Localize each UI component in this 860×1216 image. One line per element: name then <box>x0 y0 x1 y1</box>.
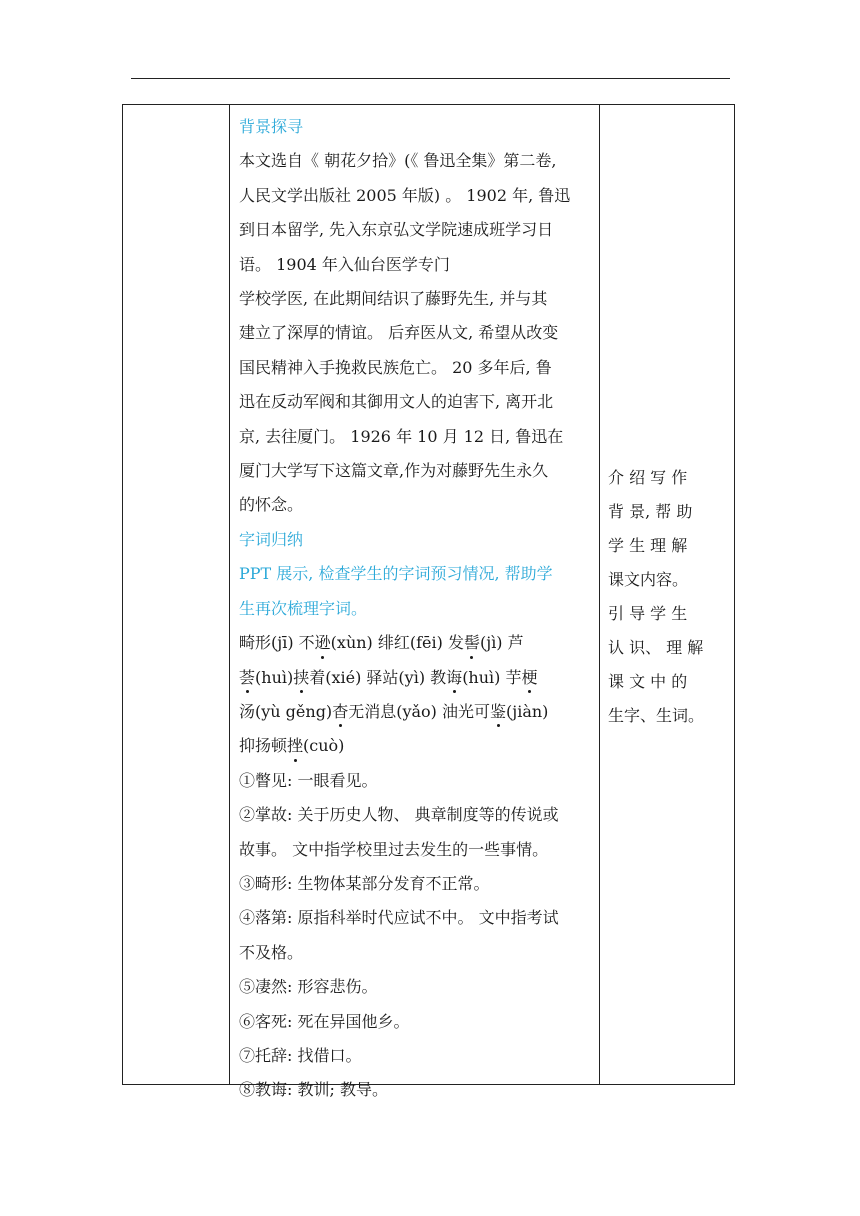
background-line: 的怀念。 <box>239 495 304 515</box>
left-column <box>123 105 230 1084</box>
background-line: 本文选自《 朝花夕拾》(《 鲁迅全集》第二卷, <box>239 151 557 171</box>
pinyin-text: (jì) 芦 <box>479 633 524 653</box>
background-line: 国民精神入手挽救民族危亡。 20 多年后, 鲁 <box>239 357 552 377</box>
note-line: 背 景, 帮 助 <box>608 502 693 521</box>
background-line: 建立了深厚的情谊。 后弃医从文, 希望从改变 <box>239 323 559 343</box>
pinyin-line <box>239 695 593 729</box>
dotted-char: 挟 <box>293 661 309 695</box>
background-line: 语。 1904 年入仙台医学专门 <box>239 254 450 274</box>
note-line: 课 文 中 的 <box>608 672 688 691</box>
dotted-char: 髻 <box>464 626 480 660</box>
pinyin-text: 抑扬顿 <box>239 736 288 756</box>
dotted-char: 荟 <box>239 661 255 695</box>
definition-line: ②掌故: 关于历史人物、 典章制度等的传说或 <box>239 805 559 825</box>
vocab-heading: 字词归纳 <box>239 529 304 549</box>
note-line: 介 绍 写 作 <box>608 468 688 487</box>
pinyin-line <box>239 729 593 763</box>
note-line: 课文内容。 <box>608 570 689 589</box>
dotted-char: 杳 <box>332 695 348 729</box>
pinyin-text: (huì) 芋 <box>462 667 522 687</box>
background-line: 迅在反动军阀和其御用文人的迫害下, 离开北 <box>239 392 554 412</box>
definition-line: ⑥客死: 死在异国他乡。 <box>239 1011 410 1031</box>
definition-line: 故事。 文中指学校里过去发生的一些事情。 <box>239 839 549 859</box>
pinyin-text: (cuò) <box>303 736 345 756</box>
dotted-char: 逊 <box>315 626 331 660</box>
content-column <box>230 105 600 1100</box>
pinyin-text: (xùn) 绯红(fēi) 发 <box>330 633 464 653</box>
teaching-notes <box>608 461 726 733</box>
pinyin-text: 畸形(jī) 不 <box>239 633 315 653</box>
definition-line: ⑤凄然: 形容悲伤。 <box>239 977 378 997</box>
notes-column <box>600 105 734 1084</box>
pinyin-text: 着(xié) 驿站(yì) 教 <box>309 667 447 687</box>
ppt-line: 生再次梳理字词。 <box>239 598 368 618</box>
dotted-char: 鉴 <box>490 695 506 729</box>
definition-line: ⑦托辞: 找借口。 <box>239 1045 362 1065</box>
background-line: 人民文学出版社 2005 年版) 。 1902 年, 鲁迅 <box>239 185 571 205</box>
note-line: 学 生 理 解 <box>608 536 688 555</box>
definition-line: ④落第: 原指科举时代应试不中。 文中指考试 <box>239 908 559 928</box>
lesson-table <box>122 104 735 1100</box>
background-heading: 背景探寻 <box>239 117 304 136</box>
definition-line: ③畸形: 生物体某部分发育不正常。 <box>239 873 490 893</box>
definition-line: ⑧教诲: 教训; 教导。 <box>239 1080 388 1100</box>
definition-line: 不及格。 <box>239 942 304 962</box>
dotted-char: 挫 <box>287 729 303 763</box>
pinyin-text: (huì) <box>255 667 294 687</box>
ppt-line: PPT 展示, 检查学生的字词预习情况, 帮助学 <box>239 564 553 584</box>
background-line: 学校学医, 在此期间结识了藤野先生, 并与其 <box>239 289 548 309</box>
dotted-char: 梗 <box>522 661 538 695</box>
pinyin-text: 汤(yù gěng) <box>239 701 333 721</box>
pinyin-text: 无消息(yǎo) 油光可 <box>348 701 490 721</box>
background-line: 到日本留学, 先入东京弘文学院速成班学习日 <box>239 220 554 240</box>
pinyin-text: (jiàn) <box>506 701 549 721</box>
pinyin-line <box>239 626 593 660</box>
note-line: 生字、生词。 <box>608 706 705 725</box>
header-rule <box>131 78 730 79</box>
pinyin-line <box>239 661 593 695</box>
definition-line: ①瞥见: 一眼看见。 <box>239 770 378 790</box>
note-line: 认 识、 理 解 <box>608 638 704 657</box>
dotted-char: 诲 <box>446 661 462 695</box>
background-line: 厦门大学写下这篇文章,作为对藤野先生永久 <box>239 461 549 481</box>
note-line: 引 导 学 生 <box>608 604 688 623</box>
background-line: 京, 去往厦门。 1926 年 10 月 12 日, 鲁迅在 <box>239 426 564 446</box>
